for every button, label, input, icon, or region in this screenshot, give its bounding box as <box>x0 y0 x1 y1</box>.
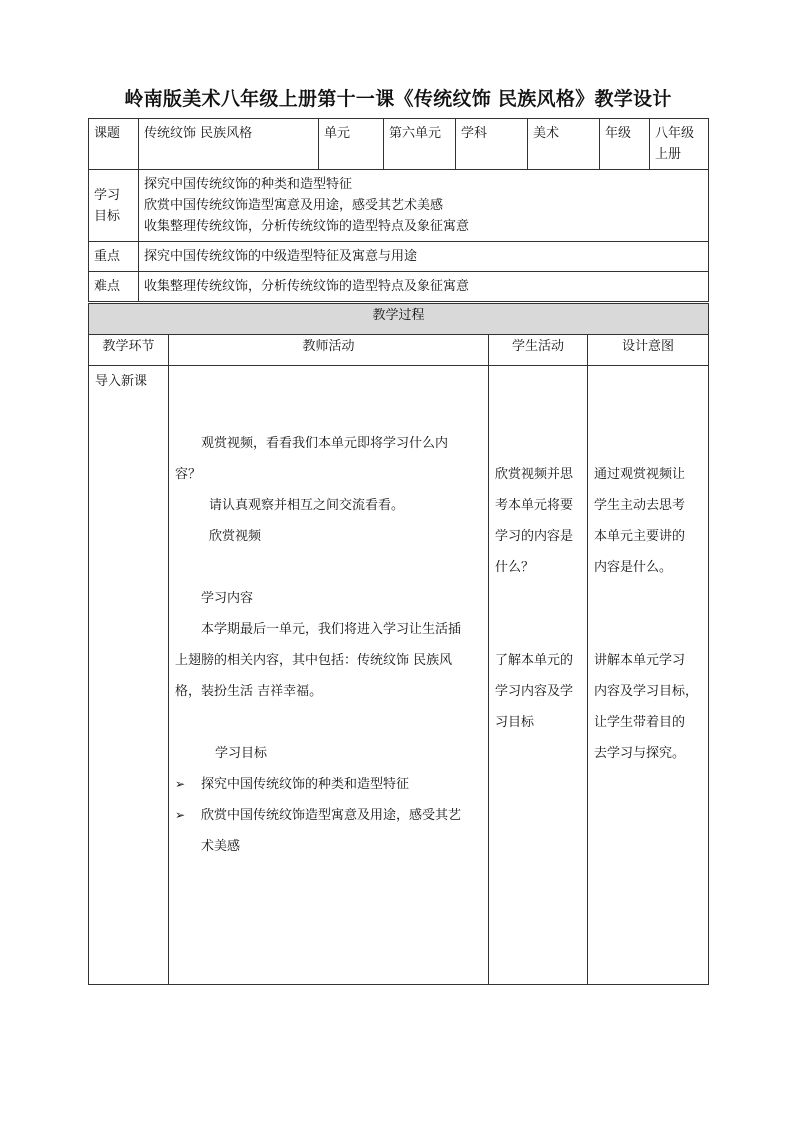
topic-label: 课题 <box>89 119 139 170</box>
intent-line: 内容及学习目标， <box>594 684 699 699</box>
process-column-headers <box>89 335 709 366</box>
key-value: 探究中国传统纹饰的中级造型特征及寓意与用途 <box>139 242 709 272</box>
goals-label-line1: 学习 <box>94 187 121 203</box>
subject-label: 学科 <box>456 119 528 170</box>
goals-label-line2: 目标 <box>94 208 121 224</box>
process-section-header <box>89 304 709 335</box>
document-title: 岭南版美术八年级上册第十一课《传统纹饰 民族风格》教学设计 <box>124 88 672 110</box>
student-line: 什么？ <box>495 560 535 575</box>
unit-label: 单元 <box>319 119 384 170</box>
teacher-bullet-2 <box>175 800 482 831</box>
grade-value <box>650 119 709 170</box>
teacher-p6: 学习目标 <box>215 746 268 761</box>
intent-line: 内容是什么。 <box>594 560 673 575</box>
student-activity-2 <box>495 645 581 738</box>
teacher-p5-line1: 本学期最后一单元，我们将进入学习让生活插 <box>201 622 462 637</box>
teacher-p3: 欣赏视频 <box>209 529 262 544</box>
col-teacher-header: 教师活动 <box>169 335 489 366</box>
design-intent-1 <box>594 459 702 583</box>
info-row-key <box>89 242 709 272</box>
subject-value: 美术 <box>528 119 600 170</box>
lesson-info-table <box>88 118 709 302</box>
grade-value-line1: 八年级 <box>655 126 695 141</box>
teacher-p1-line1: 观赏视频，看看我们本单元即将学习什么内 <box>201 436 449 451</box>
teaching-process-table <box>88 303 709 985</box>
difficulty-value: 收集整理传统纹饰，分析传统纹饰的造型特点及象征寓意 <box>139 272 709 302</box>
intent-line: 去学习与探究。 <box>594 746 686 761</box>
design-intent-cell <box>588 366 709 985</box>
teacher-p5-line2: 上翅膀的相关内容，其中包括：传统纹饰 民族风 <box>175 653 453 668</box>
teacher-p1-line2: 容？ <box>175 467 202 482</box>
teacher-p5-line3: 格，装扮生活 吉祥幸福。 <box>175 684 323 699</box>
stage-name: 导入新课 <box>95 374 148 389</box>
goals-label <box>89 170 139 242</box>
student-line: 学习的内容是 <box>495 529 574 544</box>
topic-value: 传统纹饰 民族风格 <box>139 119 319 170</box>
stage-cell <box>89 366 169 985</box>
process-row-intro <box>89 366 709 985</box>
intent-line: 通过观赏视频让 <box>594 467 686 482</box>
student-activity-1 <box>495 459 581 583</box>
unit-value: 第六单元 <box>384 119 456 170</box>
goal-item: 欣赏中国传统纹饰造型寓意及用途，感受其艺术美感 <box>144 198 444 213</box>
intent-line: 学生主动去思考 <box>594 498 686 513</box>
intent-line: 本单元主要讲的 <box>594 529 686 544</box>
bullet-arrow-icon: ➢ <box>175 808 186 822</box>
grade-label: 年级 <box>600 119 650 170</box>
info-row-goals <box>89 170 709 242</box>
student-activity-cell <box>489 366 588 985</box>
teacher-p4: 学习内容 <box>201 591 254 606</box>
student-line: 欣赏视频并思 <box>495 467 574 482</box>
intent-line: 讲解本单元学习 <box>594 653 686 668</box>
info-row-topic <box>89 119 709 170</box>
goals-value <box>139 170 709 242</box>
bullet-arrow-icon: ➢ <box>175 777 186 791</box>
col-stage-header: 教学环节 <box>89 335 169 366</box>
bullet-text: 探究中国传统纹饰的种类和造型特征 <box>201 777 410 792</box>
bullet-text: 欣赏中国传统纹饰造型寓意及用途，感受其艺 <box>201 808 462 823</box>
teacher-activity-cell <box>169 366 489 985</box>
teacher-bullet-2-cont: 术美感 <box>201 839 241 854</box>
goal-item: 探究中国传统纹饰的种类和造型特征 <box>144 177 353 192</box>
teacher-bullet-1 <box>175 769 482 800</box>
col-intent-header: 设计意图 <box>588 335 709 366</box>
teacher-p2: 请认真观察并相互之间交流看看。 <box>209 498 405 513</box>
col-student-header: 学生活动 <box>489 335 588 366</box>
info-row-difficulty <box>89 272 709 302</box>
student-line: 习目标 <box>495 715 535 730</box>
goal-item: 收集整理传统纹饰，分析传统纹饰的造型特点及象征寓意 <box>144 219 470 234</box>
process-section-title: 教学过程 <box>89 304 709 335</box>
student-line: 学习内容及学 <box>495 684 574 699</box>
difficulty-label: 难点 <box>89 272 139 302</box>
key-label: 重点 <box>89 242 139 272</box>
design-intent-2 <box>594 645 702 769</box>
student-line: 考本单元将要 <box>495 498 574 513</box>
student-line: 了解本单元的 <box>495 653 574 668</box>
grade-value-line2: 上册 <box>655 147 682 162</box>
intent-line: 让学生带着目的 <box>594 715 686 730</box>
